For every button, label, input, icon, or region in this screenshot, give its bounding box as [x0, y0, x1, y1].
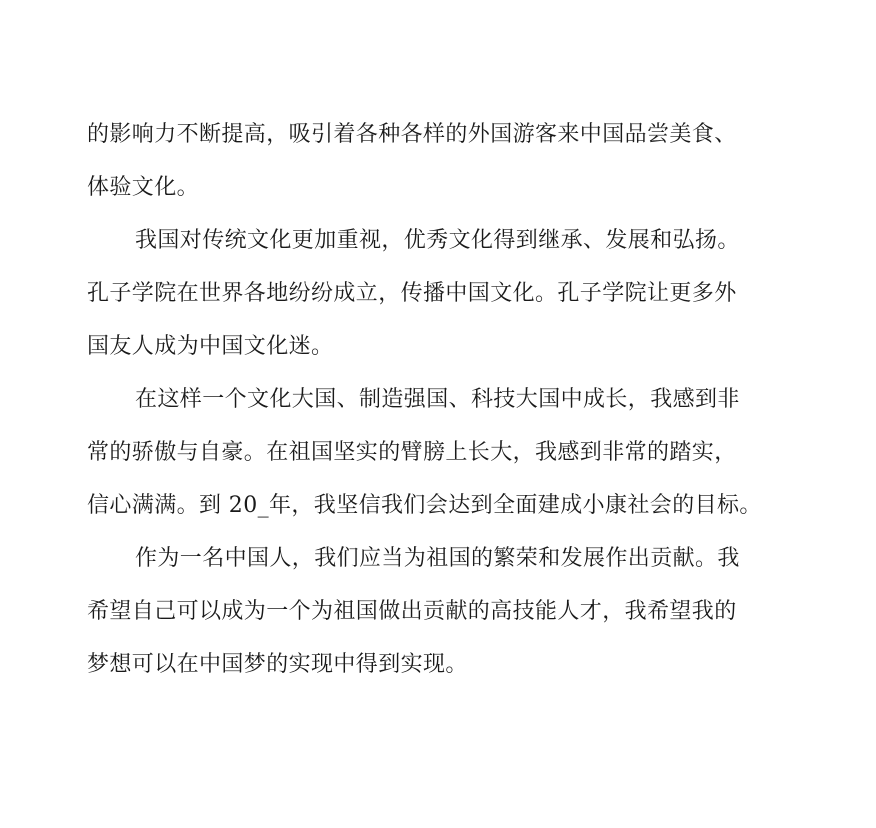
paragraph-start-line: 在这样一个文化大国、制造强国、科技大国中成长，我感到非	[135, 387, 740, 412]
text-line: 体验文化。	[87, 175, 200, 200]
essay-body	[87, 108, 787, 691]
text-line: 孔子学院在世界各地纷纷成立，传播中国文化。孔子学院让更多外	[87, 281, 737, 306]
paragraph-start-line: 我国对传统文化更加重视，优秀文化得到继承、发展和弘扬。	[135, 228, 740, 253]
paragraph-start-line: 作为一名中国人，我们应当为祖国的繁荣和发展作出贡献。我	[135, 546, 740, 571]
text-line: 常的骄傲与自豪。在祖国坚实的臂膀上长大，我感到非常的踏实，	[87, 440, 737, 465]
text-line: 国友人成为中国文化迷。	[87, 334, 334, 359]
text-line: 的影响力不断提高，吸引着各种各样的外国游客来中国品尝美食、	[87, 122, 737, 147]
text-line: 梦想可以在中国梦的实现中得到实现。	[87, 652, 468, 677]
text-line: 信心满满。到 20_年，我坚信我们会达到全面建成小康社会的目标。	[87, 493, 762, 518]
text-line: 希望自己可以成为一个为祖国做出贡献的高技能人才，我希望我的	[87, 599, 737, 624]
